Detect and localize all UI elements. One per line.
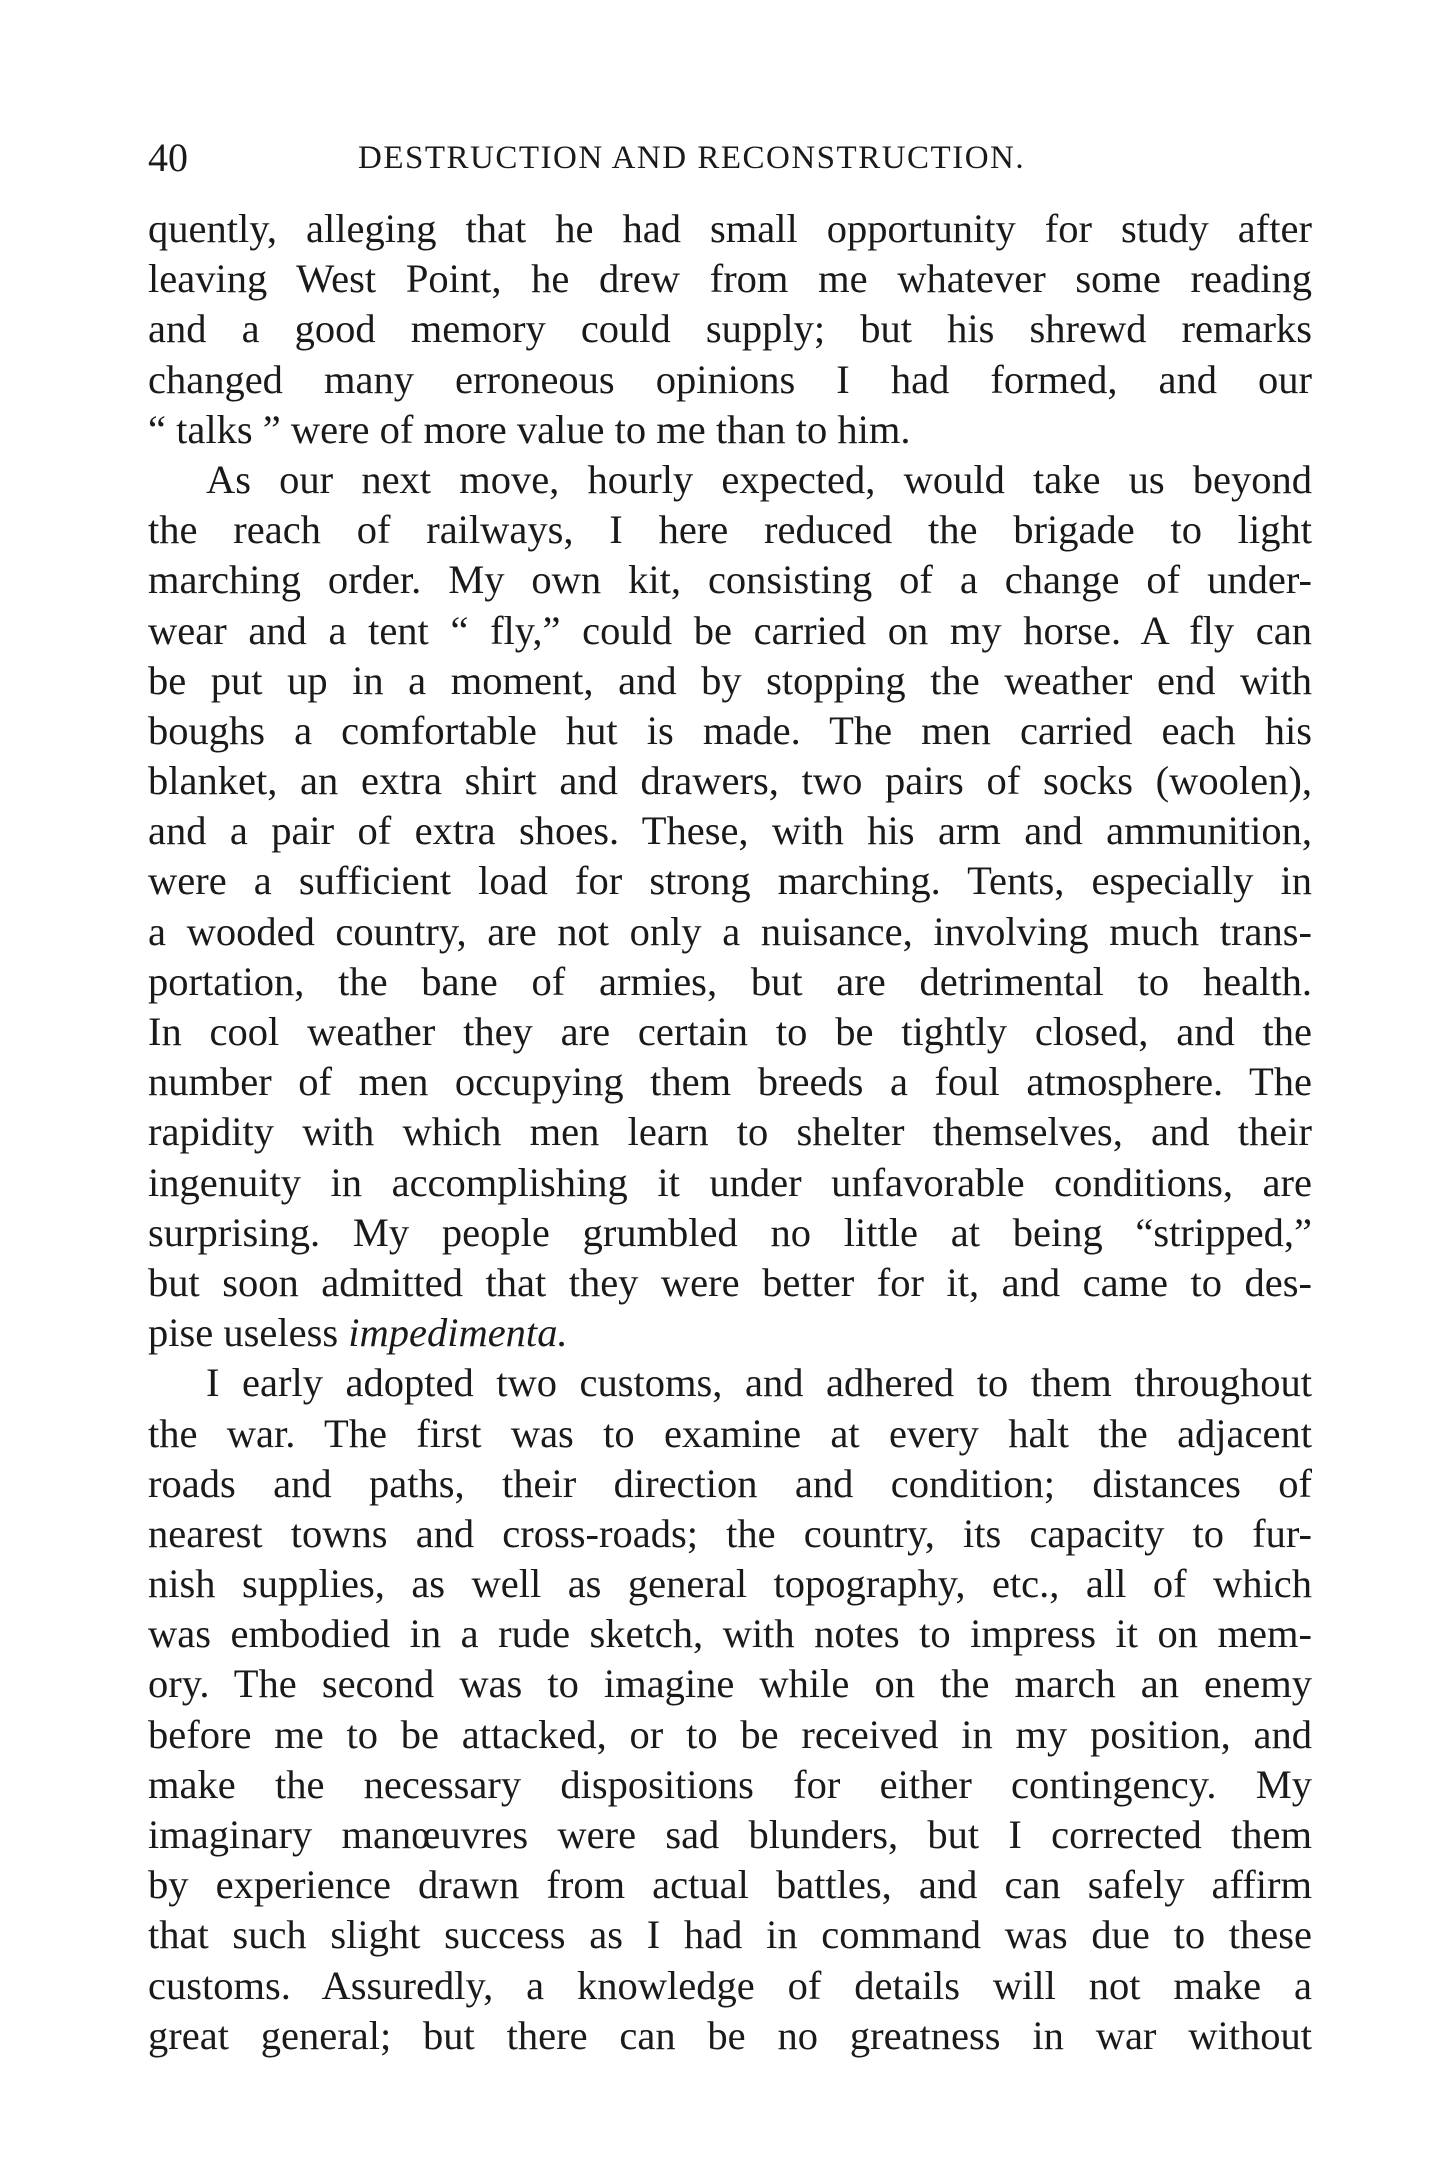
running-head <box>148 128 1312 188</box>
text-line: a wooded country, are not only a nuisance, involving much trans- <box>148 908 1312 954</box>
page-number: 40 <box>148 135 188 180</box>
text-line: be put up in a moment, and by stopping the weather end with <box>148 657 1312 703</box>
body-text <box>148 204 1312 2061</box>
text-line: and a good memory could supply; but his shrewd remarks <box>148 306 1312 352</box>
text-line: but soon admitted that they were better for it, and came to des- <box>148 1259 1312 1305</box>
text-line: “ talks ” were of more value to me than to him. <box>148 406 911 452</box>
text-line: and a pair of extra shoes. These, with his arm and ammunition, <box>148 808 1312 854</box>
text-fragment: pise useless <box>148 1310 349 1356</box>
text-line: surprising. My people grumbled no little at being “stripped,” <box>148 1209 1312 1255</box>
text-line: quently, alleging that he had small opportunity for study after <box>148 206 1312 251</box>
text-line: ory. The second was to imagine while on the march an enemy <box>148 1661 1312 1707</box>
italic-word: impedimenta. <box>348 1310 568 1356</box>
text-line: blanket, an extra shirt and drawers, two pairs of socks (woolen), <box>148 758 1312 804</box>
text-line: the reach of railways, I here reduced the brigade to light <box>148 507 1312 553</box>
text-line: ingenuity in accomplishing it under unfavorable conditions, are <box>148 1159 1312 1205</box>
text-line: before me to be attacked, or to be received in my position, and <box>148 1711 1312 1757</box>
text-line: nearest towns and cross-roads; the country, its capacity to fur- <box>148 1510 1312 1556</box>
paragraph-2 <box>148 455 1312 1358</box>
text-line: marching order. My own kit, consisting of a change of under- <box>148 557 1312 603</box>
running-title: DESTRUCTION AND RECONSTRUCTION. <box>358 140 1026 176</box>
text-line: that such slight success as I had in command was due to these <box>148 1912 1312 1958</box>
text-line: changed many erroneous opinions I had formed, and our <box>148 356 1312 402</box>
paragraph-1 <box>148 204 1312 455</box>
text-line: I early adopted two customs, and adhered to them throughout <box>206 1360 1312 1406</box>
text-line: roads and paths, their direction and condition; distances of <box>148 1460 1312 1506</box>
text-line: portation, the bane of armies, but are detrimental to health. <box>148 958 1312 1004</box>
text-line: In cool weather they are certain to be tightly closed, and the <box>148 1009 1312 1054</box>
text-line: number of men occupying them breeds a foul atmosphere. The <box>148 1059 1312 1105</box>
text-line: was embodied in a rude sketch, with notes to impress it on mem- <box>148 1611 1312 1657</box>
text-line: customs. Assuredly, a knowledge of details will not make a <box>148 1962 1312 2008</box>
text-line: leaving West Point, he drew from me whatever some reading <box>148 256 1312 302</box>
paragraph-3 <box>148 1358 1312 2061</box>
text-line: boughs a comfortable hut is made. The men carried each his <box>148 707 1312 753</box>
text-line: As our next move, hourly expected, would take us beyond <box>206 456 1312 502</box>
text-line: nish supplies, as well as general topography, etc., all of which <box>148 1561 1312 1607</box>
text-line: imaginary manœuvres were sad blunders, but I corrected them <box>148 1812 1312 1857</box>
text-line: great general; but there can be no greatness in war without <box>148 2012 1312 2058</box>
text-line: the war. The first was to examine at every halt the adjacent <box>148 1410 1312 1456</box>
text-line: were a sufficient load for strong marching. Tents, especially in <box>148 858 1312 904</box>
text-line: by experience drawn from actual battles, and can safely affirm <box>148 1862 1312 1908</box>
text-line <box>148 1308 1312 1358</box>
text-line: rapidity with which men learn to shelter themselves, and their <box>148 1109 1312 1155</box>
book-page <box>148 128 1312 2061</box>
text-line: wear and a tent “ fly,” could be carried on my horse. A fly can <box>148 607 1312 653</box>
text-line: make the necessary dispositions for either contingency. My <box>148 1761 1312 1807</box>
